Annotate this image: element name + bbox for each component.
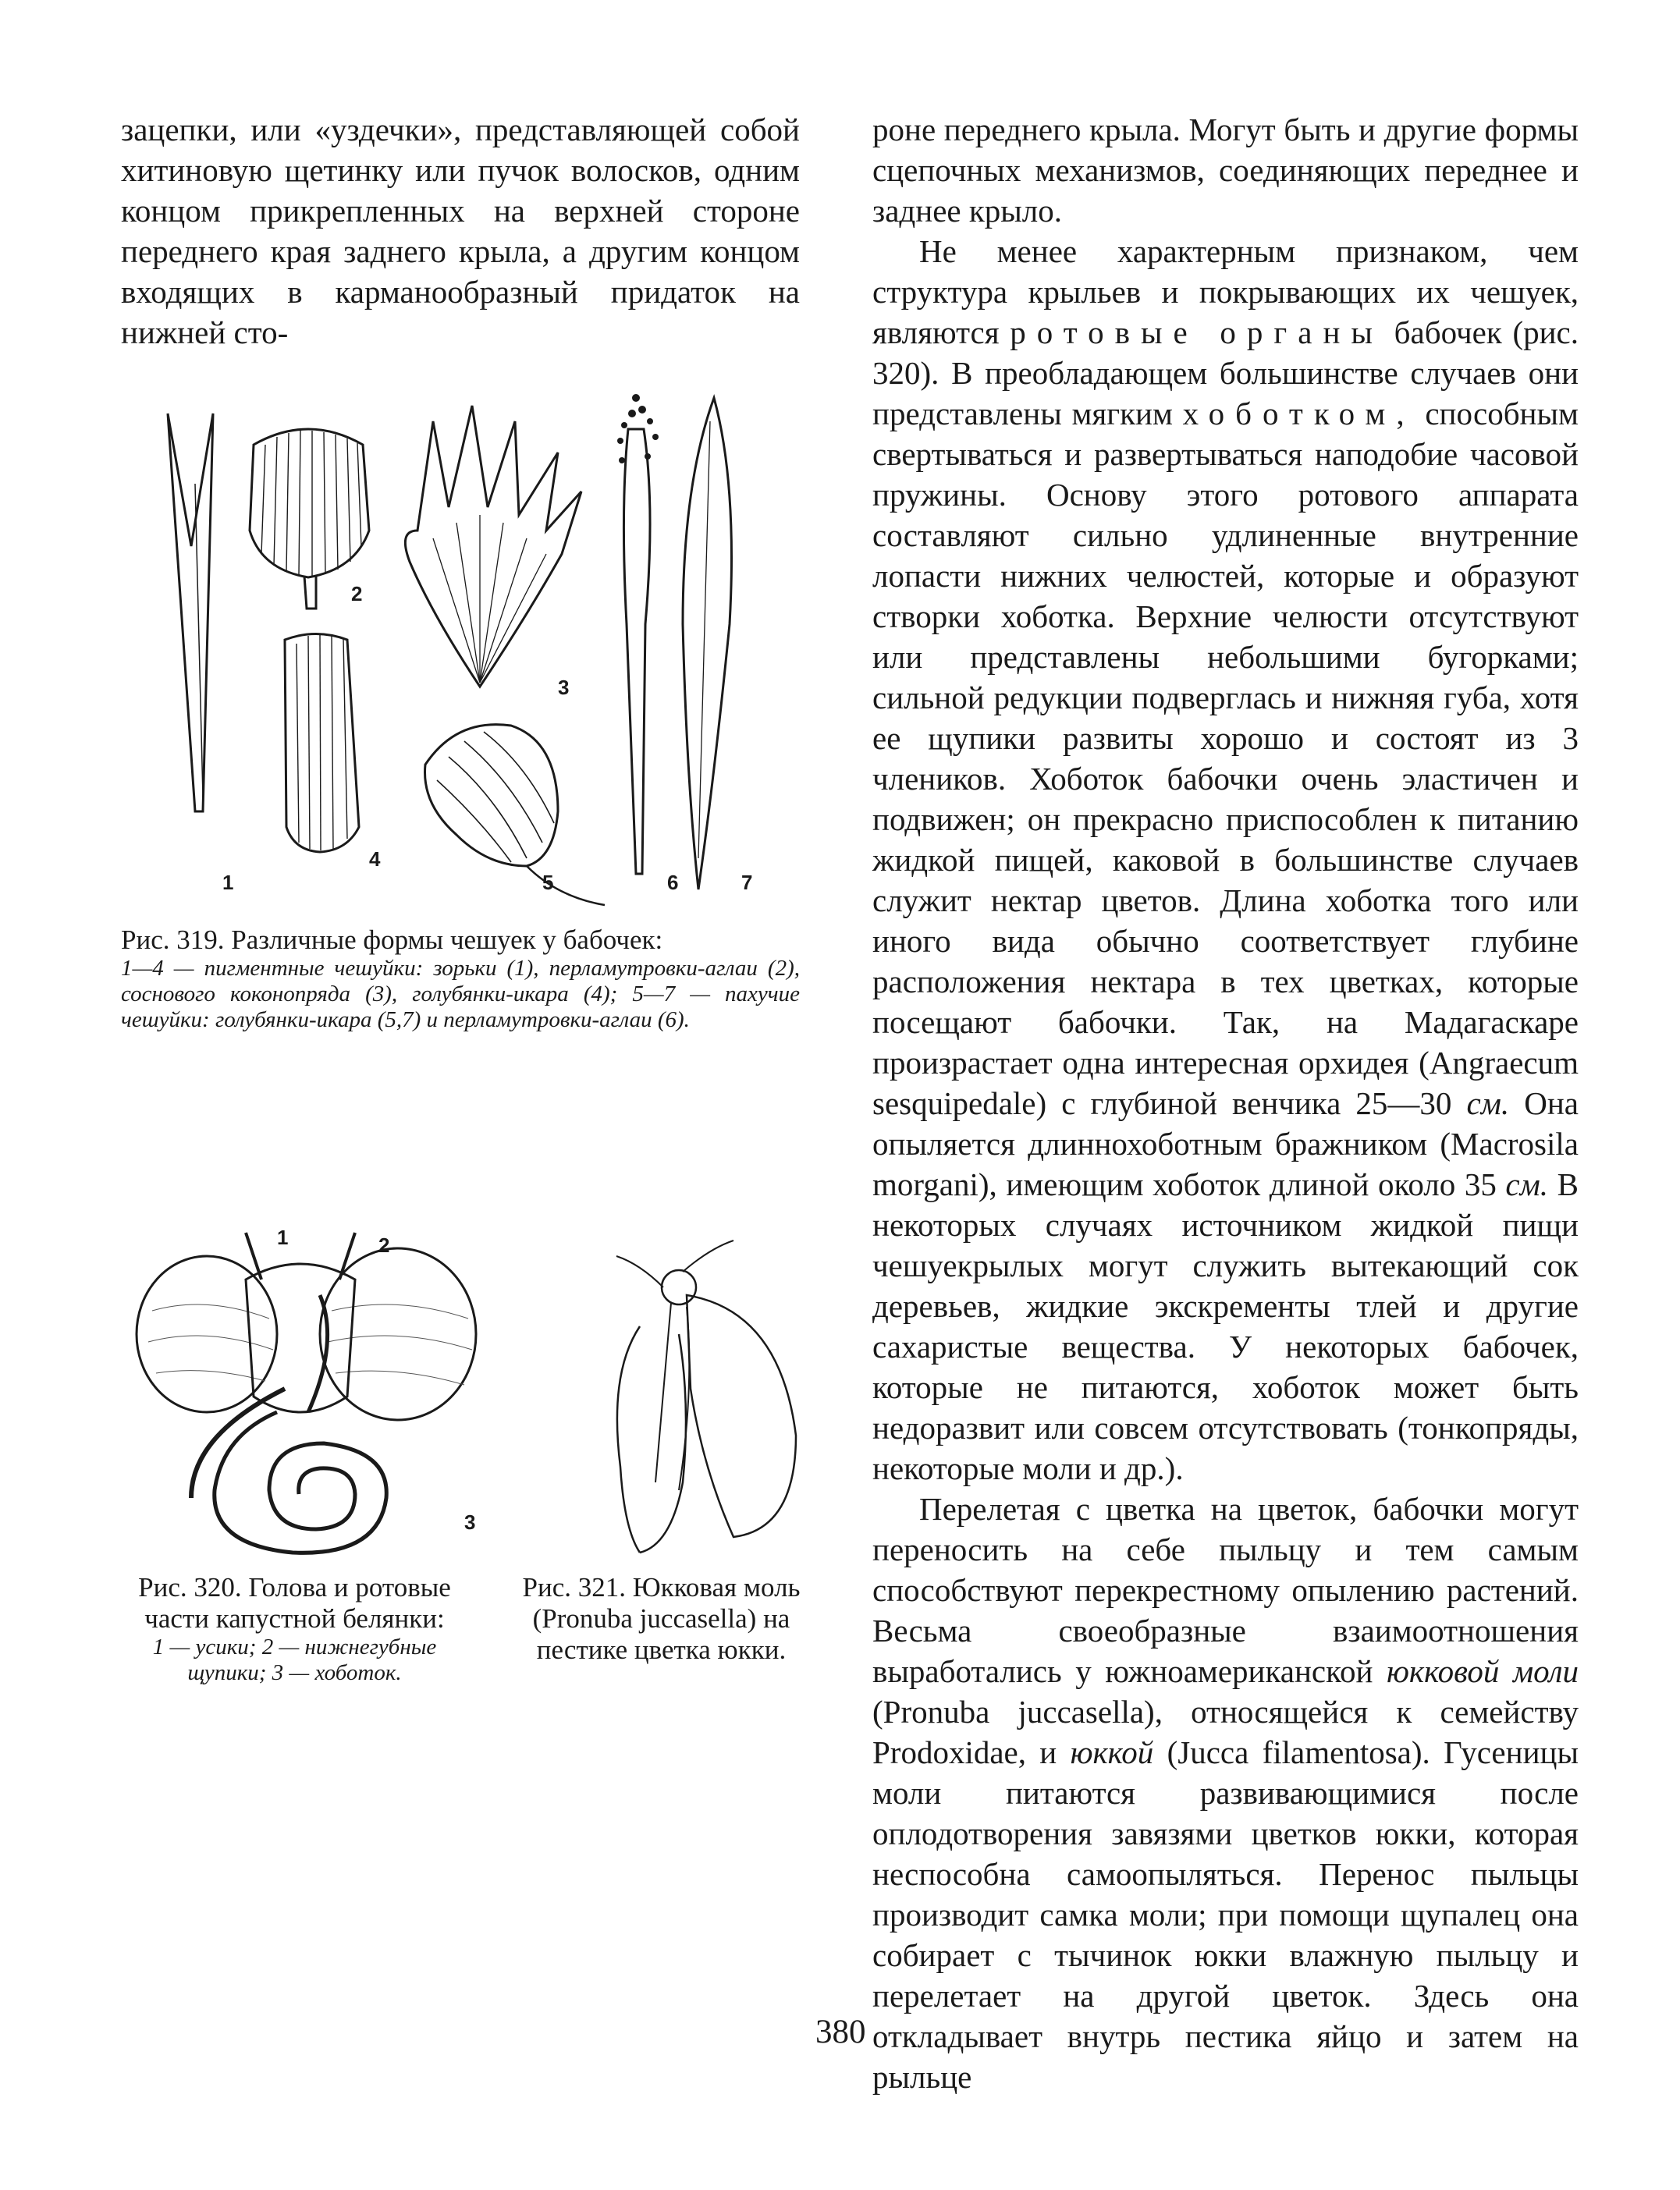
figure-319-caption	[121, 925, 800, 1033]
fig320-label-3: 3	[464, 1510, 476, 1534]
scale-3	[405, 406, 581, 687]
figure-319	[121, 390, 800, 921]
caption-title: Рис. 319. Различные формы чешуек у бабочек:	[121, 925, 663, 955]
moth-head	[662, 1270, 696, 1304]
moth-wing	[687, 1295, 796, 1537]
moth-antenna	[683, 1241, 733, 1272]
fig319-label-6: 6	[667, 871, 679, 894]
figure-320-caption	[121, 1572, 468, 1686]
fig320-label-2: 2	[378, 1233, 390, 1257]
antenna-right	[339, 1233, 355, 1280]
fig319-label-4: 4	[369, 847, 381, 871]
left-column-text	[121, 109, 800, 353]
page-number: 380	[815, 2014, 866, 2050]
scale-4	[285, 634, 359, 853]
palp	[308, 1295, 328, 1412]
paragraph: зацепки, или «уздечки», представляющей собой хитиновую щетинку или пучок волосков, одним концом прикрепленных на верхней стороне переднего края заднего крыла, а другим концом входящих в карманообразный придаток на нижней сто-	[121, 112, 800, 350]
pistil	[617, 1326, 640, 1553]
caption-title: Рис. 321. Юкковая моль (Pronuba juccasella) на пестике цветка юкки.	[522, 1572, 801, 1665]
compound-eye-left	[137, 1256, 277, 1412]
fig320-label-1: 1	[277, 1226, 289, 1249]
paragraph-2: Не менее характерным признаком, чем структура крыльев и покрывающих их чешуек, являются ротовые органы бабочек (рис. 320). В преобладающем большинстве случаев они представлены мягким хоботком, способным свертываться и развертываться наподобие часовой пружины. Основу этого ротового аппарата составляют сильно удлиненные внутренние лопасти нижних челюстей, которые и образуют створки хоботка. Верхние челюсти отсутствуют или представлены небольшими бугорками; сильной редукции подверглась и нижняя губа, хотя ее щупики развиты хорошо и состоят из 3 члеников. Хоботок бабочки очень эластичен и подвижен; он прекрасно приспособлен к питанию жидкой пищей, каковой в большинстве случаев служит нектар цветов. Длина хоботка того или иного вида обычно соответствует глубине расположения нектара в тех цветках, которые посещают бабочки. Так, на Мадагаскаре произрастает одна интересная орхидея (Angraecum sesquipedale) с глубиной венчика 25—30 см. Она опыляется длиннохоботным бражником (Macrosila morgani), имеющим хоботок длиной около 35 см. В некоторых случаях источником жидкой пищи чешуекрылых могут служить вытекающий сок деревьев, жидкие экскременты тлей и другие сахаристые вещества. У некоторых бабочек, которые не питаются, хоботок может быть недоразвит или совсем отсутствовать (тонкопряды, некоторые моли и др.).	[872, 233, 1579, 1486]
scale-7	[683, 398, 732, 889]
fig319-label-5: 5	[542, 871, 554, 894]
fig319-label-3: 3	[558, 676, 570, 699]
caption-legend: 1—4 — пигментные чешуйки: зорьки (1), перламутровки-аглаи (2), соснового коконопряда (3), голубянки-икара (4); 5—7 — пахучие чешуйки: голубянки-икара (5,7) и перламутровки-аглаи (6).	[121, 956, 800, 1032]
caption-legend: 1 — усики; 2 — нижнегубные щупики; 3 — хоботок.	[152, 1635, 437, 1685]
figure-321-caption	[495, 1572, 827, 1666]
paragraph-3: Перелетая с цветка на цветок, бабочки могут переносить на себе пыльцу и тем самым способствуют перекрестному опылению растений. Весьма своеобразные взаимоотношения выработались у южноамериканской юкковой моли (Pronuba juccasella), относящейся к семейству Prodoxidae, и юккой (Jucca filamentosa). Гусеницы моли питаются развивающимися после оплодотворения завязями цветков юкки, которая неспособна самоопыляться. Перенос пыльцы производит самка моли; при помощи щупалец она собирает с тычинок юкки влажную пыльцу и перелетает на другой цветок. Здесь она откладывает внутрь пестика яйцо и затем на рыльце	[872, 1491, 1579, 2095]
fig319-label-1: 1	[222, 871, 234, 894]
scale-2	[250, 429, 369, 577]
scale-6	[623, 429, 650, 874]
right-column-text	[872, 109, 1579, 2097]
fig319-label-7: 7	[741, 871, 753, 894]
scale-5	[425, 725, 559, 866]
scale-1	[168, 414, 213, 811]
paragraph-1: роне переднего крыла. Могут быть и другие формы сцепочных механизмов, соединяющих переднее и заднее крыло.	[872, 112, 1579, 229]
figure-320	[121, 1226, 488, 1560]
figure-321	[546, 1233, 827, 1560]
caption-title: Рис. 320. Голова и ротовые части капустной белянки:	[138, 1572, 451, 1634]
fig319-label-2: 2	[351, 582, 363, 605]
